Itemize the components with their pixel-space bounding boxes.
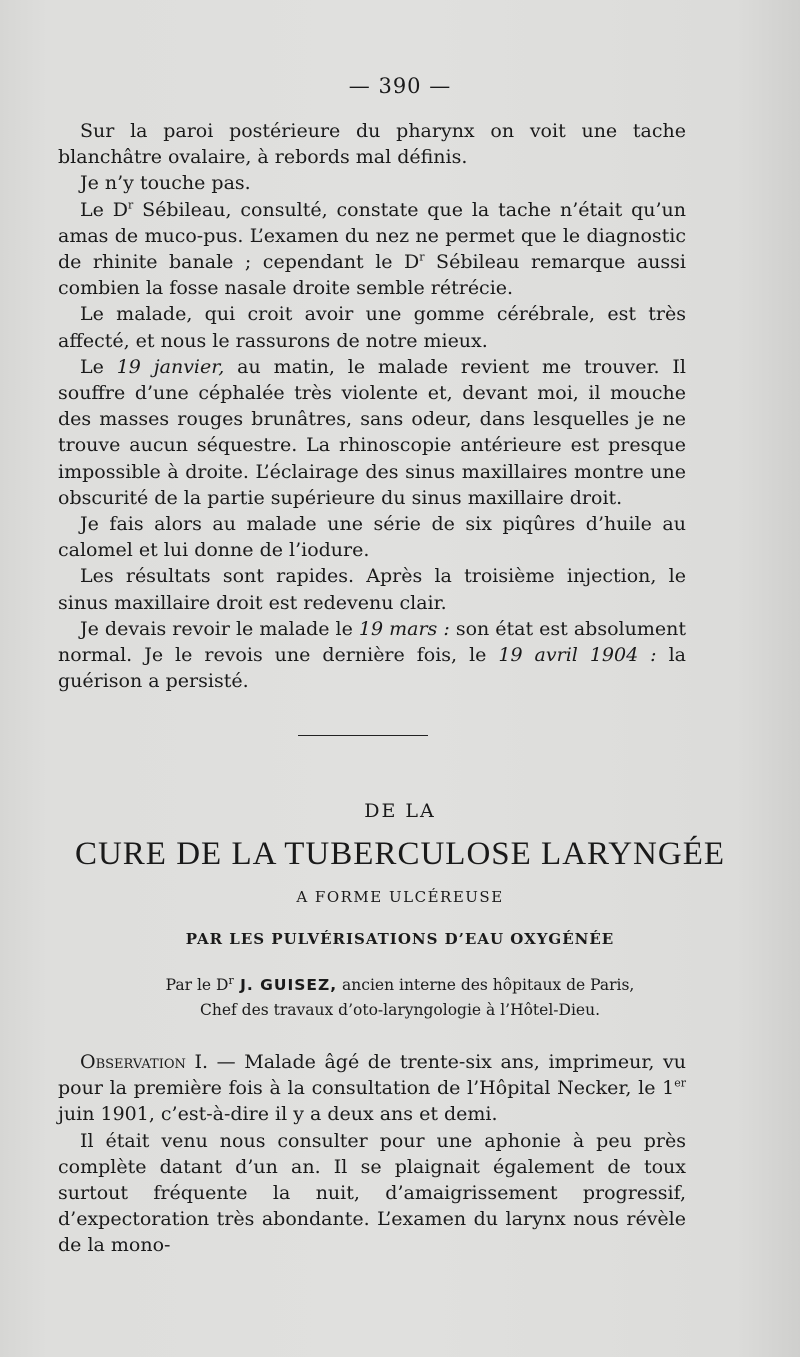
byline	[0, 973, 800, 1023]
paragraph: Le $D^r$ Sébileau, consulté, constate que la tache n’était qu’un amas de muco-pus. L’examen du nez ne permet que le diagnostic de rhinite banale ; cependant le $D^r$ Sébileau remarque aussi combien la fosse nasale droite semble rétrécie.	[58, 198, 686, 300]
article-subtitle: A FORME ULCÉREUSE	[296, 888, 504, 906]
article-subtitle-2: PAR LES PULVÉRISATIONS D’EAU OXYGÉNÉE	[185, 930, 615, 948]
author-name: J. GUISEZ,	[233, 976, 338, 994]
paragraph: Le 19 janvier, au matin, le malade revient me trouver. Il souffre d’une céphalée très violente et, devant moi, il mouche des masses rouges brunâtres, sans odeur, dans lesquelles je ne trouve aucun séquestre. La rhinoscopie antérieure est presque impossible à droite. L’éclairage des sinus maxillaires montre une obscurité de la partie supérieure du sinus maxillaire droit.	[58, 355, 686, 509]
byline-line-2: Chef des travaux d’oto-laryngologie à l’Hôtel-Dieu.	[200, 1001, 600, 1019]
date: 19 janvier,	[116, 355, 225, 378]
paragraph: Il était venu nous consulter pour une aphonie à peu près complète datant d’un an. Il se plaignait également de toux surtout fréquente la nuit, d’amaigrissement progressif, d’expectoration très abondante. L’examen du larynx nous révèle de la mono-	[58, 1129, 686, 1257]
date: 19 avril 1904 :	[498, 644, 657, 667]
article-title: CURE DE LA TUBERCULOSE LARYNGÉE	[74, 836, 726, 872]
observation-label: Observation I.	[80, 1051, 209, 1073]
heading-de-la: DE LA	[364, 800, 436, 822]
paragraph: Je devais revoir le malade le 19 mars : son état est absolument normal. Je le revois une dernière fois, le 19 avril 1904 : la guérison a persisté.	[58, 617, 686, 693]
paragraph: Observation I. — Malade âgé de trente-six ans, imprimeur, vu pour la première fois à la consultation de l’Hôpital Necker, le 1er juin 1901, c’est-à-dire il y a deux ans et demi.	[58, 1051, 686, 1126]
paragraph: Le malade, qui croit avoir une gomme cérébrale, est très affecté, et nous le rassurons de notre mieux.	[58, 303, 686, 352]
observation-text	[58, 1049, 686, 1259]
paragraph: Je n’y touche pas.	[80, 172, 251, 195]
byline-line-1: Par le $D^r$ J. GUISEZ, ancien interne des hôpitaux de Paris,	[165, 973, 635, 994]
date: 19 mars :	[358, 617, 450, 640]
section-divider	[298, 735, 428, 736]
page-number: — 390 —	[348, 74, 452, 98]
case-text	[58, 118, 686, 694]
paragraph: Je fais alors au malade une série de six piqûres d’huile au calomel et lui donne de l’iodure.	[58, 513, 686, 562]
paragraph: Sur la paroi postérieure du pharynx on voit une tache blanchâtre ovalaire, à rebords mal définis.	[58, 120, 686, 169]
paragraph: Les résultats sont rapides. Après la troisième injection, le sinus maxillaire droit est redevenu clair.	[58, 565, 686, 614]
